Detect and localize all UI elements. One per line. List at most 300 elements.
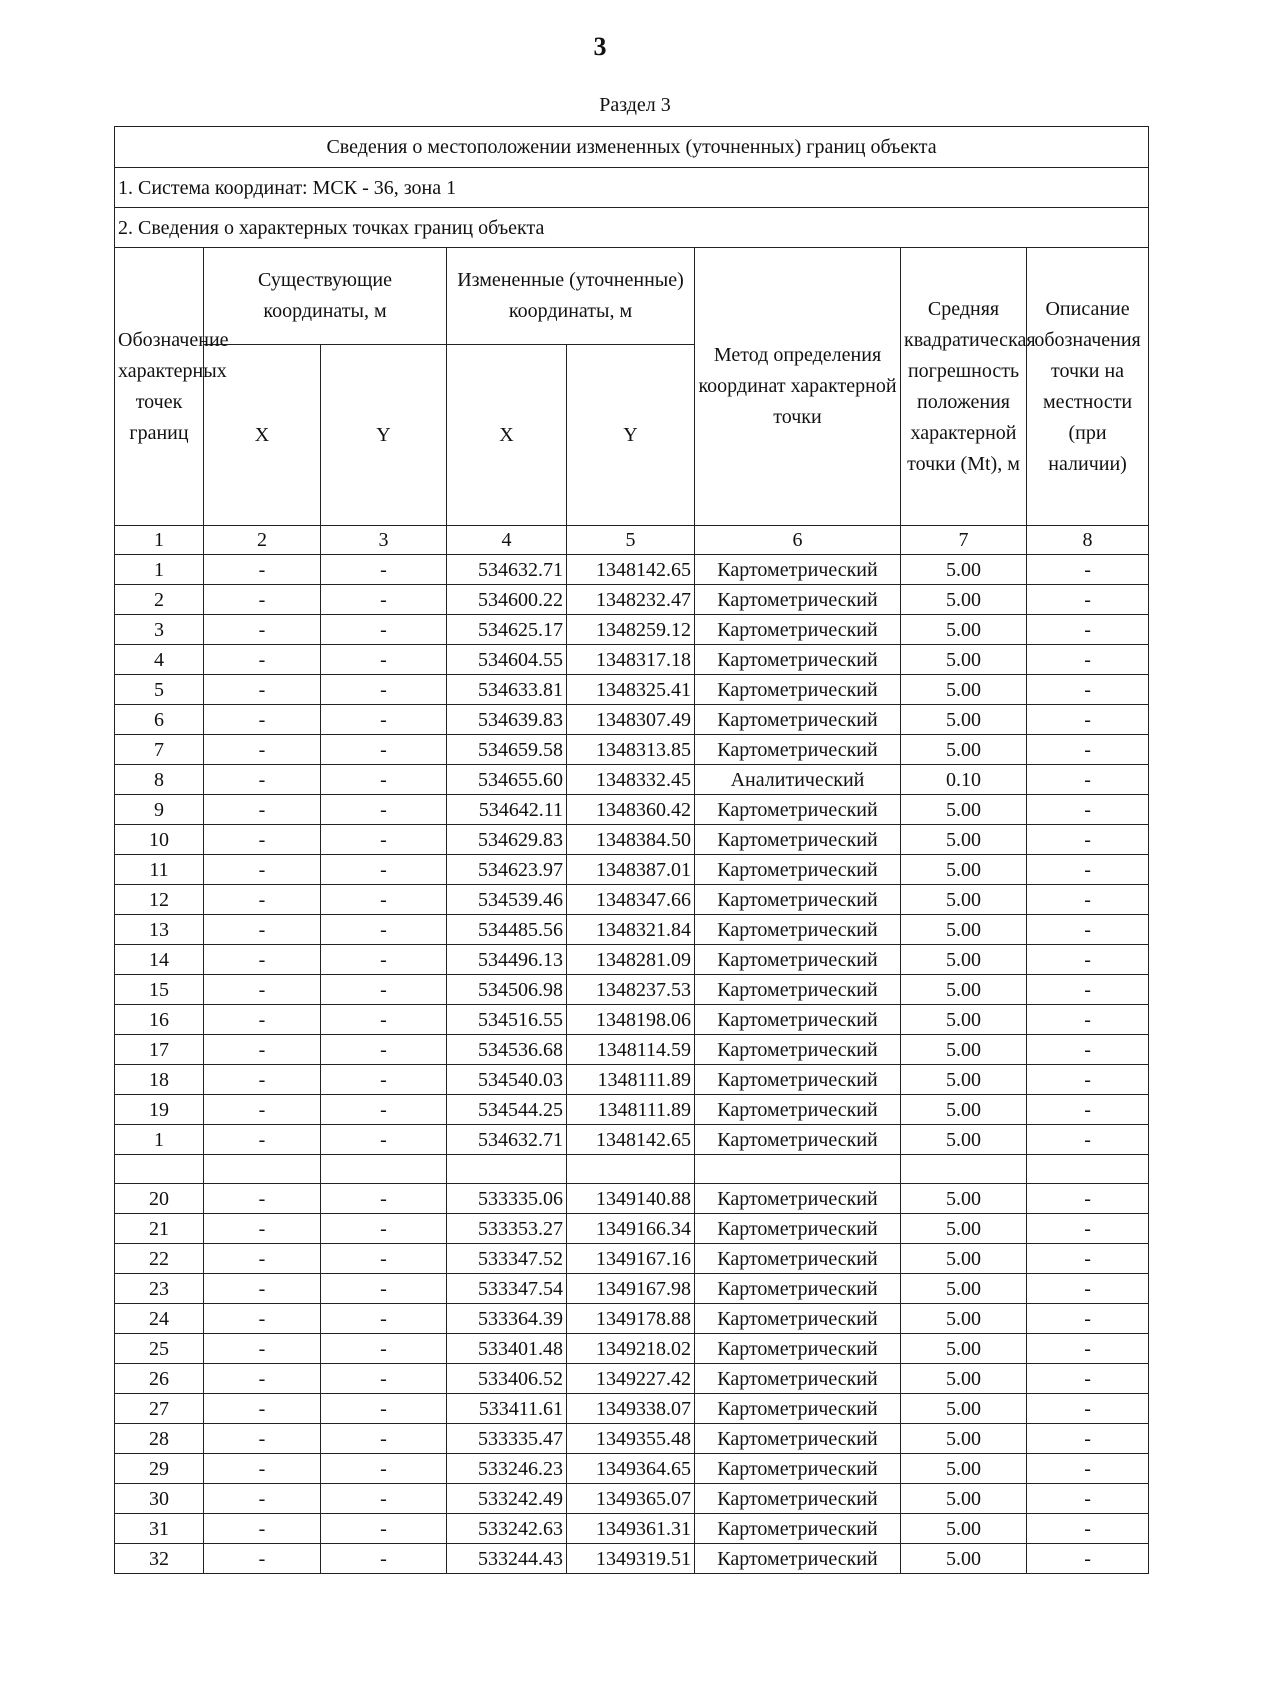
table-row [115,1454,1149,1484]
accuracy-cell: 5.00 [901,1514,1027,1544]
changed-y-cell: 1348114.59 [567,1035,695,1065]
table-row [115,885,1149,915]
existing-x-cell: - [204,1484,321,1514]
method-cell: Картометрический [695,885,901,915]
existing-y-cell: - [321,705,447,735]
existing-y-cell: - [321,1214,447,1244]
description-cell: - [1027,1484,1149,1514]
existing-y-cell: - [321,1274,447,1304]
existing-y-cell: - [321,615,447,645]
changed-x-cell: 533353.27 [447,1214,567,1244]
accuracy-cell: 5.00 [901,885,1027,915]
existing-x-cell: - [204,795,321,825]
point-number-cell: 9 [115,795,204,825]
description-cell: - [1027,1244,1149,1274]
changed-x-cell: 534659.58 [447,735,567,765]
column-number: 5 [567,526,695,555]
col-changed-y-header: Y [567,345,695,526]
point-number-cell: 22 [115,1244,204,1274]
changed-x-cell: 534623.97 [447,855,567,885]
point-number-cell: 2 [115,585,204,615]
accuracy-cell: 5.00 [901,1394,1027,1424]
existing-x-cell: - [204,1334,321,1364]
changed-x-cell: 534544.25 [447,1095,567,1125]
existing-x-cell: - [204,885,321,915]
changed-x-cell: 534642.11 [447,795,567,825]
existing-y-cell: - [321,1125,447,1155]
changed-x-cell: 533335.06 [447,1184,567,1214]
existing-x-cell: - [204,705,321,735]
column-number: 7 [901,526,1027,555]
changed-y-cell: 1348321.84 [567,915,695,945]
accuracy-cell: 5.00 [901,855,1027,885]
changed-x-cell: 534639.83 [447,705,567,735]
table-row [115,1214,1149,1244]
existing-y-cell: - [321,915,447,945]
existing-x-cell: - [204,765,321,795]
method-cell: Картометрический [695,855,901,885]
table-row [115,975,1149,1005]
changed-x-cell: 533246.23 [447,1454,567,1484]
description-cell: - [1027,825,1149,855]
column-number: 3 [321,526,447,555]
changed-x-cell: 534485.56 [447,915,567,945]
existing-y-cell: - [321,1364,447,1394]
method-cell: Картометрический [695,675,901,705]
point-number-cell: 16 [115,1005,204,1035]
accuracy-cell: 5.00 [901,1334,1027,1364]
changed-y-cell: 1348317.18 [567,645,695,675]
col-existing-y-header: Y [321,345,447,526]
section-label: Раздел 3 [599,94,671,116]
changed-x-cell: 534633.81 [447,675,567,705]
existing-x-cell: - [204,555,321,585]
existing-y-cell: - [321,945,447,975]
existing-y-cell: - [321,825,447,855]
description-cell: - [1027,1184,1149,1214]
changed-y-cell: 1349140.88 [567,1184,695,1214]
description-cell: - [1027,675,1149,705]
description-cell: - [1027,1334,1149,1364]
column-number: 1 [115,526,204,555]
column-number: 8 [1027,526,1149,555]
description-cell: - [1027,705,1149,735]
column-number: 6 [695,526,901,555]
existing-y-cell: - [321,1544,447,1574]
point-number-cell: 6 [115,705,204,735]
changed-y-cell: 1349361.31 [567,1514,695,1544]
table-row [115,1095,1149,1125]
description-cell: - [1027,855,1149,885]
method-cell: Картометрический [695,1544,901,1574]
empty-cell [901,1155,1027,1184]
method-cell: Картометрический [695,555,901,585]
existing-y-cell: - [321,645,447,675]
changed-x-cell: 534655.60 [447,765,567,795]
method-cell: Картометрический [695,1424,901,1454]
empty-cell [1027,1155,1149,1184]
point-number-cell: 17 [115,1035,204,1065]
existing-y-cell: - [321,1454,447,1484]
changed-x-cell: 534540.03 [447,1065,567,1095]
existing-x-cell: - [204,1394,321,1424]
existing-x-cell: - [204,1544,321,1574]
page-number: 3 [593,32,607,61]
table-body [115,555,1149,1574]
changed-y-cell: 1348313.85 [567,735,695,765]
point-number-cell: 14 [115,945,204,975]
description-cell: - [1027,1394,1149,1424]
table-row [115,555,1149,585]
col-accuracy-header: Средняя квадратическая погрешность положения характерной точки (Mt), м [901,248,1027,526]
accuracy-cell: 5.00 [901,1454,1027,1484]
changed-x-cell: 534632.71 [447,555,567,585]
accuracy-cell: 5.00 [901,1005,1027,1035]
changed-y-cell: 1349167.98 [567,1274,695,1304]
method-cell: Картометрический [695,1364,901,1394]
table-row [115,1125,1149,1155]
changed-y-cell: 1349365.07 [567,1484,695,1514]
changed-y-cell: 1348111.89 [567,1065,695,1095]
description-cell: - [1027,975,1149,1005]
changed-y-cell: 1349364.65 [567,1454,695,1484]
empty-cell [695,1155,901,1184]
description-cell: - [1027,765,1149,795]
changed-x-cell: 533364.39 [447,1304,567,1334]
description-cell: - [1027,735,1149,765]
method-cell: Картометрический [695,1065,901,1095]
changed-y-cell: 1348259.12 [567,615,695,645]
description-cell: - [1027,915,1149,945]
point-number-cell: 28 [115,1424,204,1454]
accuracy-cell: 5.00 [901,1274,1027,1304]
separator-row [115,1155,1149,1184]
empty-cell [567,1155,695,1184]
point-number-cell: 12 [115,885,204,915]
description-cell: - [1027,1514,1149,1544]
description-cell: - [1027,1304,1149,1334]
changed-y-cell: 1349319.51 [567,1544,695,1574]
existing-y-cell: - [321,1065,447,1095]
existing-x-cell: - [204,1095,321,1125]
changed-x-cell: 534625.17 [447,615,567,645]
changed-x-cell: 533347.52 [447,1244,567,1274]
accuracy-cell: 5.00 [901,615,1027,645]
boundary-points-table [114,126,1149,1574]
method-cell: Картометрический [695,1304,901,1334]
changed-x-cell: 534506.98 [447,975,567,1005]
accuracy-cell: 5.00 [901,555,1027,585]
description-cell: - [1027,585,1149,615]
accuracy-cell: 5.00 [901,1424,1027,1454]
changed-x-cell: 533335.47 [447,1424,567,1454]
description-cell: - [1027,885,1149,915]
accuracy-cell: 5.00 [901,915,1027,945]
existing-y-cell: - [321,795,447,825]
existing-x-cell: - [204,1244,321,1274]
method-cell: Картометрический [695,915,901,945]
point-number-cell: 20 [115,1184,204,1214]
accuracy-cell: 5.00 [901,645,1027,675]
column-number: 4 [447,526,567,555]
accuracy-cell: 5.00 [901,1184,1027,1214]
changed-x-cell: 533242.49 [447,1484,567,1514]
description-cell: - [1027,1364,1149,1394]
table-row [115,855,1149,885]
changed-x-cell: 534604.55 [447,645,567,675]
existing-y-cell: - [321,975,447,1005]
accuracy-cell: 5.00 [901,1544,1027,1574]
existing-y-cell: - [321,885,447,915]
changed-y-cell: 1348307.49 [567,705,695,735]
table-row [115,825,1149,855]
existing-y-cell: - [321,1424,447,1454]
description-cell: - [1027,1214,1149,1244]
changed-x-cell: 534539.46 [447,885,567,915]
accuracy-cell: 5.00 [901,1125,1027,1155]
col-designation-header: Обозначение характерных точек границ [115,248,204,526]
point-number-cell: 7 [115,735,204,765]
accuracy-cell: 5.00 [901,1484,1027,1514]
changed-y-cell: 1348142.65 [567,1125,695,1155]
table-row [115,1065,1149,1095]
table-row [115,1364,1149,1394]
existing-x-cell: - [204,915,321,945]
table-row [115,1304,1149,1334]
existing-y-cell: - [321,1394,447,1424]
existing-x-cell: - [204,1454,321,1484]
method-cell: Картометрический [695,1244,901,1274]
point-number-cell: 21 [115,1214,204,1244]
empty-cell [115,1155,204,1184]
existing-y-cell: - [321,765,447,795]
method-cell: Картометрический [695,585,901,615]
changed-y-cell: 1348384.50 [567,825,695,855]
point-number-cell: 23 [115,1274,204,1304]
col-description-header: Описание обозначения точки на местности (при наличии) [1027,248,1149,526]
method-cell: Картометрический [695,1334,901,1364]
changed-y-cell: 1349227.42 [567,1364,695,1394]
accuracy-cell: 0.10 [901,765,1027,795]
table-row [115,1394,1149,1424]
existing-y-cell: - [321,675,447,705]
accuracy-cell: 5.00 [901,735,1027,765]
accuracy-cell: 5.00 [901,1364,1027,1394]
method-cell: Картометрический [695,645,901,675]
method-cell: Картометрический [695,825,901,855]
method-cell: Картометрический [695,1184,901,1214]
accuracy-cell: 5.00 [901,1095,1027,1125]
existing-x-cell: - [204,975,321,1005]
point-number-cell: 26 [115,1364,204,1394]
col-changed-x-header: X [447,345,567,526]
empty-cell [447,1155,567,1184]
changed-y-cell: 1348325.41 [567,675,695,705]
changed-y-cell: 1349338.07 [567,1394,695,1424]
table-row [115,1184,1149,1214]
table-row [115,705,1149,735]
table-row [115,1334,1149,1364]
method-cell: Картометрический [695,1454,901,1484]
changed-y-cell: 1348387.01 [567,855,695,885]
method-cell: Картометрический [695,1095,901,1125]
description-cell: - [1027,1095,1149,1125]
description-cell: - [1027,645,1149,675]
accuracy-cell: 5.00 [901,705,1027,735]
point-number-cell: 1 [115,555,204,585]
point-number-cell: 18 [115,1065,204,1095]
description-cell: - [1027,1274,1149,1304]
col-method-header: Метод определения координат характерной точки [695,248,901,526]
existing-y-cell: - [321,1484,447,1514]
changed-x-cell: 533347.54 [447,1274,567,1304]
existing-x-cell: - [204,945,321,975]
accuracy-cell: 5.00 [901,945,1027,975]
existing-x-cell: - [204,1005,321,1035]
accuracy-cell: 5.00 [901,1244,1027,1274]
changed-x-cell: 533411.61 [447,1394,567,1424]
method-cell: Картометрический [695,1125,901,1155]
table-row [115,945,1149,975]
method-cell: Аналитический [695,765,901,795]
existing-y-cell: - [321,1244,447,1274]
description-cell: - [1027,615,1149,645]
changed-x-cell: 534516.55 [447,1005,567,1035]
existing-y-cell: - [321,1035,447,1065]
existing-y-cell: - [321,1304,447,1334]
table-row [115,915,1149,945]
existing-x-cell: - [204,645,321,675]
existing-y-cell: - [321,1184,447,1214]
table-row [115,1544,1149,1574]
changed-x-cell: 534496.13 [447,945,567,975]
empty-cell [204,1155,321,1184]
existing-x-cell: - [204,615,321,645]
description-cell: - [1027,555,1149,585]
existing-y-cell: - [321,555,447,585]
changed-x-cell: 534536.68 [447,1035,567,1065]
existing-x-cell: - [204,1514,321,1544]
point-number-cell: 19 [115,1095,204,1125]
accuracy-cell: 5.00 [901,675,1027,705]
method-cell: Картометрический [695,1484,901,1514]
table-row [115,585,1149,615]
method-cell: Картометрический [695,1214,901,1244]
point-number-cell: 31 [115,1514,204,1544]
changed-y-cell: 1348232.47 [567,585,695,615]
coordinate-system: 1. Система координат: МСК - 36, зона 1 [115,168,1149,208]
point-number-cell: 8 [115,765,204,795]
point-number-cell: 5 [115,675,204,705]
point-number-cell: 10 [115,825,204,855]
col-changed-header: Измененные (уточненные) координаты, м [447,248,695,345]
point-number-cell: 27 [115,1394,204,1424]
changed-y-cell: 1349178.88 [567,1304,695,1334]
method-cell: Картометрический [695,795,901,825]
col-existing-header: Существующие координаты, м [204,248,447,345]
existing-x-cell: - [204,735,321,765]
table-row [115,1005,1149,1035]
method-cell: Картометрический [695,735,901,765]
point-number-cell: 25 [115,1334,204,1364]
accuracy-cell: 5.00 [901,1304,1027,1334]
changed-y-cell: 1349166.34 [567,1214,695,1244]
column-number: 2 [204,526,321,555]
existing-x-cell: - [204,1364,321,1394]
accuracy-cell: 5.00 [901,975,1027,1005]
description-cell: - [1027,1125,1149,1155]
empty-cell [321,1155,447,1184]
existing-x-cell: - [204,855,321,885]
point-number-cell: 3 [115,615,204,645]
existing-y-cell: - [321,1095,447,1125]
table-row [115,645,1149,675]
table-row [115,1484,1149,1514]
existing-x-cell: - [204,1424,321,1454]
description-cell: - [1027,1454,1149,1484]
changed-y-cell: 1348347.66 [567,885,695,915]
point-number-cell: 13 [115,915,204,945]
changed-x-cell: 533244.43 [447,1544,567,1574]
changed-x-cell: 534600.22 [447,585,567,615]
existing-y-cell: - [321,1334,447,1364]
accuracy-cell: 5.00 [901,825,1027,855]
point-number-cell: 32 [115,1544,204,1574]
existing-x-cell: - [204,1125,321,1155]
changed-y-cell: 1348237.53 [567,975,695,1005]
changed-y-cell: 1349167.16 [567,1244,695,1274]
description-cell: - [1027,795,1149,825]
accuracy-cell: 5.00 [901,585,1027,615]
method-cell: Картометрический [695,945,901,975]
table-row [115,795,1149,825]
changed-y-cell: 1348198.06 [567,1005,695,1035]
table-row [115,675,1149,705]
description-cell: - [1027,1424,1149,1454]
point-number-cell: 11 [115,855,204,885]
method-cell: Картометрический [695,615,901,645]
point-number-cell: 1 [115,1125,204,1155]
description-cell: - [1027,1005,1149,1035]
method-cell: Картометрический [695,1005,901,1035]
method-cell: Картометрический [695,705,901,735]
accuracy-cell: 5.00 [901,1214,1027,1244]
description-cell: - [1027,945,1149,975]
table-title: Сведения о местоположении измененных (уточненных) границ объекта [115,127,1149,168]
point-number-cell: 15 [115,975,204,1005]
points-header: 2. Сведения о характерных точках границ объекта [115,208,1149,248]
existing-x-cell: - [204,1304,321,1334]
description-cell: - [1027,1035,1149,1065]
point-number-cell: 29 [115,1454,204,1484]
accuracy-cell: 5.00 [901,1065,1027,1095]
method-cell: Картометрический [695,1394,901,1424]
changed-x-cell: 533242.63 [447,1514,567,1544]
point-number-cell: 30 [115,1484,204,1514]
method-cell: Картометрический [695,975,901,1005]
accuracy-cell: 5.00 [901,1035,1027,1065]
table-row [115,765,1149,795]
existing-x-cell: - [204,1214,321,1244]
existing-x-cell: - [204,1274,321,1304]
existing-x-cell: - [204,675,321,705]
existing-y-cell: - [321,1514,447,1544]
changed-x-cell: 533401.48 [447,1334,567,1364]
table-row [115,1035,1149,1065]
description-cell: - [1027,1544,1149,1574]
changed-y-cell: 1348111.89 [567,1095,695,1125]
table-row [115,615,1149,645]
